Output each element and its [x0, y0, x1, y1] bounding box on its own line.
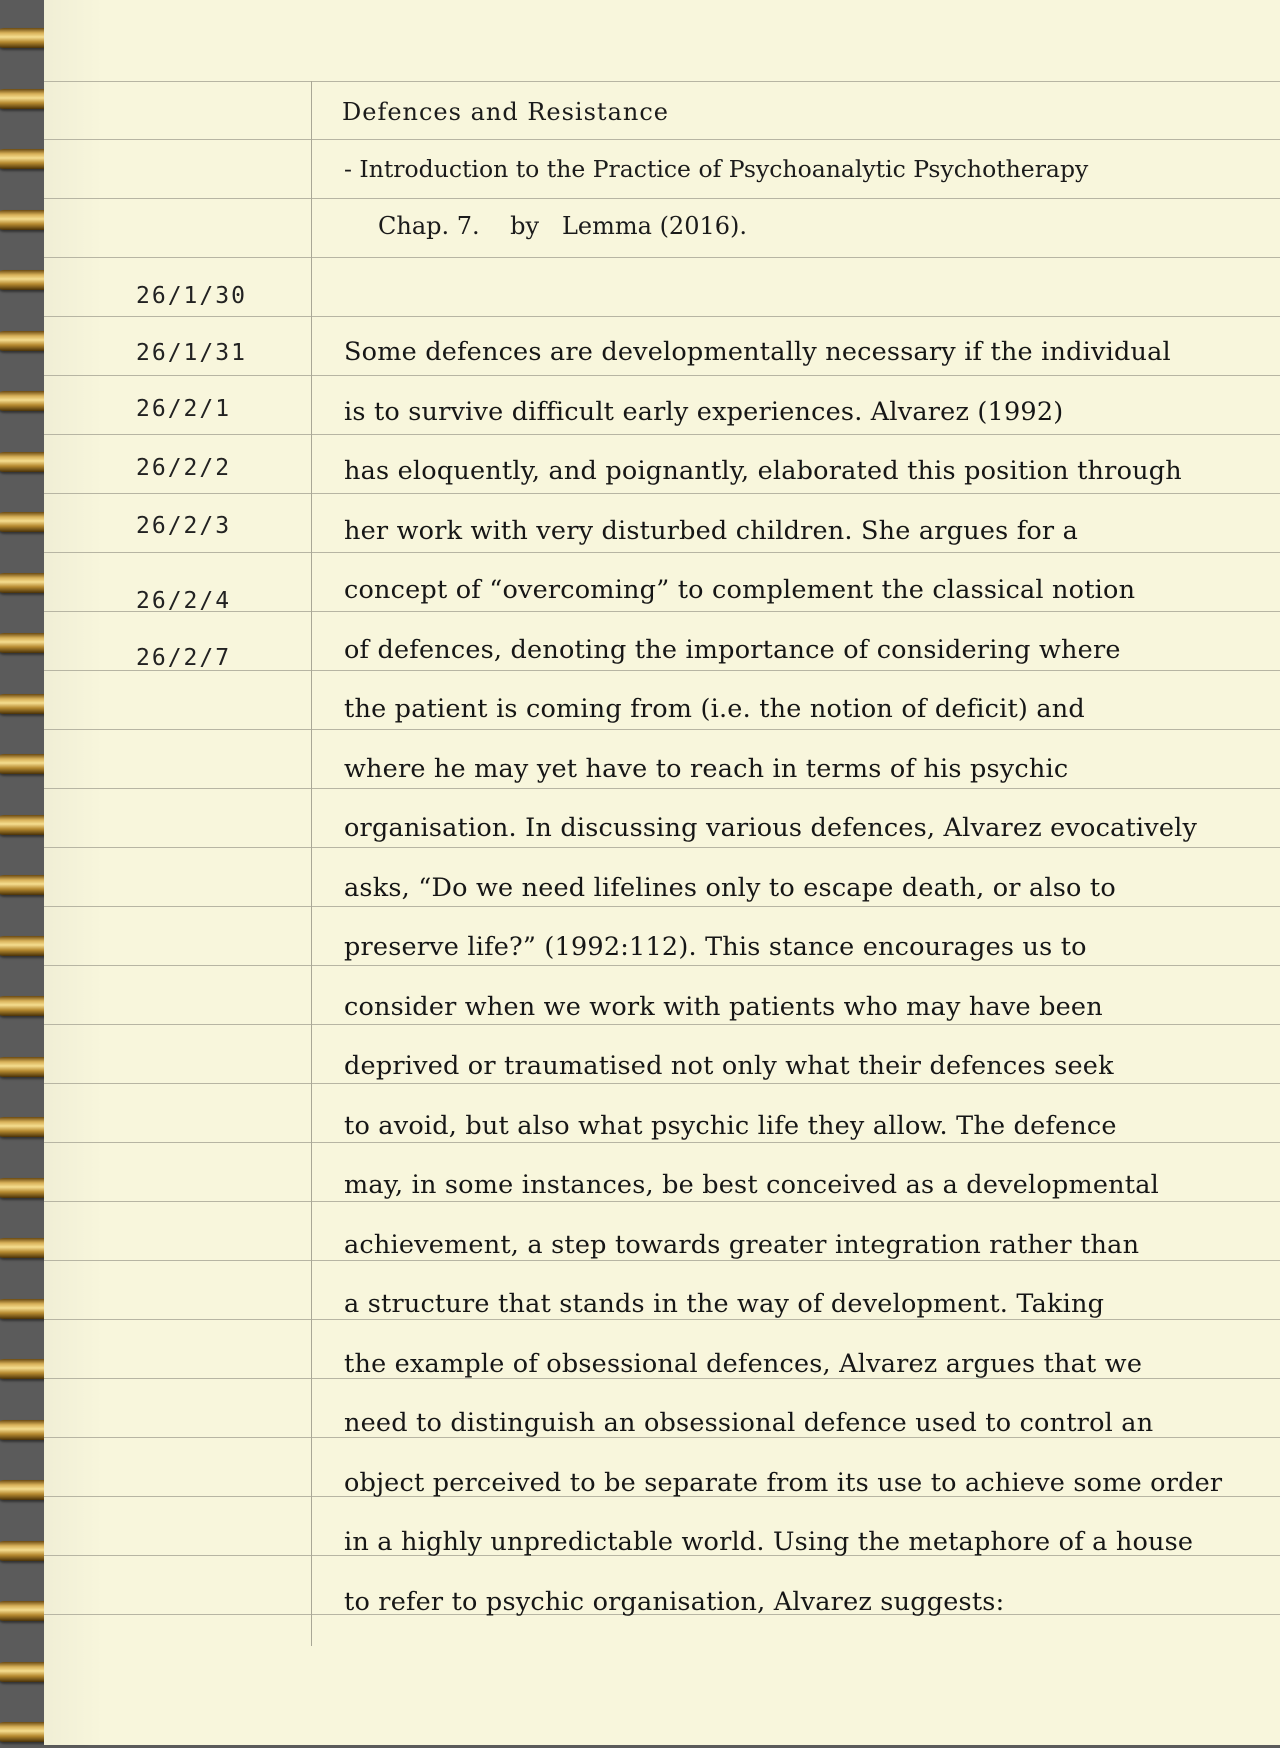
note-body-line: deprived or traumatised not only what their defences seek: [344, 1051, 1114, 1081]
date-entry: 26/2/2: [136, 455, 232, 481]
note-body-line: in a highly unpredictable world. Using the metaphore of a house: [344, 1527, 1194, 1557]
note-body-line: the patient is coming from (i.e. the notion of deficit) and: [344, 694, 1085, 724]
note-body-line: Some defences are developmentally necessary if the individual: [344, 337, 1171, 367]
date-entry: 26/1/30: [136, 283, 247, 309]
ruled-line: [44, 434, 1280, 435]
note-body-line: of defences, denoting the importance of considering where: [344, 634, 1121, 665]
ruled-line: [44, 847, 1280, 848]
note-body-line: need to distinguish an obsessional defence used to control an: [344, 1408, 1154, 1438]
note-body-line: may, in some instances, be best conceived as a developmental: [344, 1170, 1159, 1200]
ruled-line: [44, 965, 1280, 966]
note-body-line: where he may yet have to reach in terms of his psychic: [344, 753, 1069, 784]
ruled-line: [44, 788, 1280, 789]
notebook-page: [44, 0, 1280, 1745]
ruled-line: [44, 198, 1280, 199]
note-body-line: has eloquently, and poignantly, elaborated this position through: [344, 456, 1182, 486]
date-entry: 26/1/31: [136, 340, 247, 366]
ruled-line: [44, 81, 1280, 82]
date-entry: 26/2/4: [136, 588, 232, 614]
ruled-line: [44, 257, 1280, 258]
margin-rule: [311, 81, 312, 1646]
note-body-line: her work with very disturbed children. She argues for a: [344, 515, 1079, 546]
note-body-line: achievement, a step towards greater integration rather than: [344, 1229, 1140, 1260]
note-citation: Chap. 7. by Lemma (2016).: [378, 212, 747, 240]
ruled-line: [44, 1024, 1280, 1025]
date-entry: 26/2/1: [136, 396, 232, 422]
note-body-line: asks, “Do we need lifelines only to escape death, or also to: [344, 872, 1116, 903]
note-title: Defences and Resistance: [342, 98, 669, 126]
note-body-line: is to survive difficult early experiences. Alvarez (1992): [344, 396, 1064, 427]
ruled-line: [44, 1083, 1280, 1084]
note-body-line: consider when we work with patients who may have been: [344, 991, 1103, 1022]
ruled-line: [44, 1142, 1280, 1143]
ruled-line: [44, 906, 1280, 907]
ruled-line: [44, 1201, 1280, 1202]
note-body-line: organisation. In discussing various defences, Alvarez evocatively: [344, 813, 1198, 843]
note-body-line: preserve life?” (1992:112). This stance encourages us to: [344, 932, 1087, 962]
ruled-line: [44, 316, 1280, 317]
ruled-line: [44, 552, 1280, 553]
note-body-line: a structure that stands in the way of development. Taking: [344, 1289, 1105, 1319]
note-body-line: to refer to psychic organisation, Alvarez suggests:: [344, 1586, 1005, 1617]
ruled-line: [44, 139, 1280, 140]
note-subtitle: - Introduction to the Practice of Psychoanalytic Psychotherapy: [344, 155, 1089, 183]
ruled-line: [44, 375, 1280, 376]
note-body-line: concept of “overcoming” to complement the classical notion: [344, 575, 1136, 605]
note-body-line: object perceived to be separate from its use to achieve some order: [344, 1467, 1223, 1498]
date-entry: 26/2/3: [136, 513, 232, 539]
note-body-line: the example of obsessional defences, Alvarez argues that we: [344, 1348, 1143, 1379]
note-body-line: to avoid, but also what psychic life they allow. The defence: [344, 1110, 1117, 1141]
ruled-line: [44, 729, 1280, 730]
ruled-line: [44, 1260, 1280, 1261]
ruled-line: [44, 493, 1280, 494]
ruled-line: [44, 1319, 1280, 1320]
date-entry: 26/2/7: [136, 645, 232, 671]
